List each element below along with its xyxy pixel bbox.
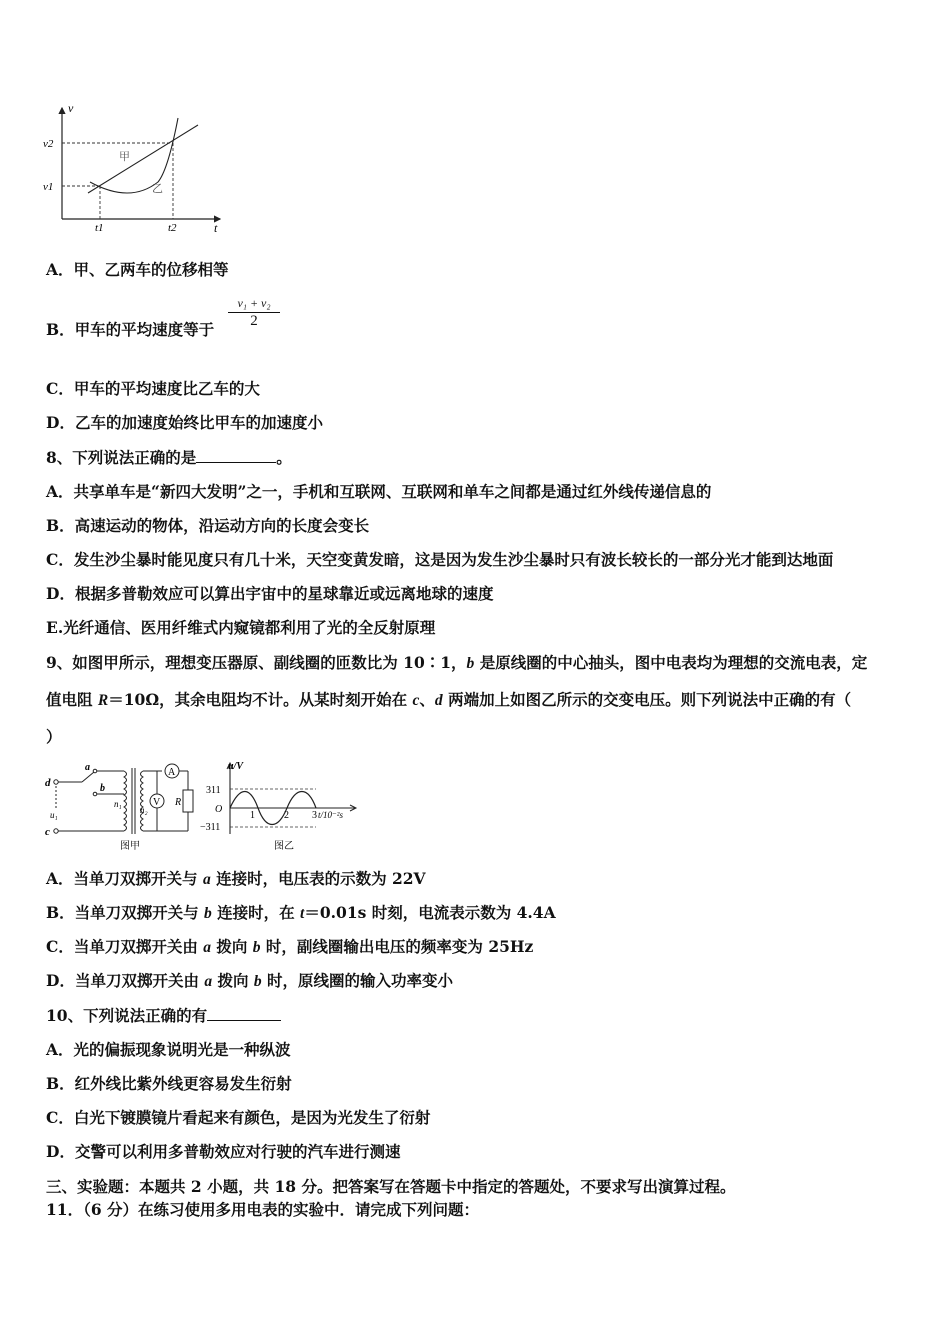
q7-option-a: A．甲、乙两车的位移相等 bbox=[46, 260, 229, 279]
q9-var: a bbox=[203, 939, 211, 956]
q9-text: C．当单刀双掷开关由 bbox=[46, 937, 204, 956]
wave-trough-label: −311 bbox=[200, 822, 221, 833]
circuit-label-ammeter: A bbox=[168, 767, 176, 778]
q9-text: 拨向 bbox=[212, 971, 254, 990]
q9-var-b: b bbox=[466, 655, 475, 672]
v2-label: v2 bbox=[43, 138, 54, 150]
q8-option-a: A．共享单车是“新四大发明”之一，手机和互联网、互联网和单车之间都是通过红外线传递信息的 bbox=[46, 482, 712, 501]
circuit-caption: 图甲 bbox=[120, 841, 140, 852]
q9-var-c: c bbox=[412, 692, 420, 709]
q9-text: D．当单刀双掷开关由 bbox=[46, 971, 205, 990]
q9-text: 时，原线圈的输入功率变小 bbox=[261, 971, 454, 990]
t2-label: t2 bbox=[168, 222, 177, 234]
wave-origin-label: O bbox=[215, 804, 223, 815]
q9-var: a bbox=[202, 871, 211, 888]
circuit-label-b: b bbox=[100, 783, 105, 794]
q9-var: b bbox=[253, 973, 262, 990]
circuit-label-n2: n₂ bbox=[140, 805, 148, 815]
circuit-label-r: R bbox=[175, 797, 182, 808]
fraction-numerator: v₁ + v₂ bbox=[228, 296, 280, 313]
wave-tick-2: 2 bbox=[284, 810, 289, 821]
q8-stem bbox=[46, 448, 292, 468]
q8-stem-end: 。 bbox=[276, 448, 292, 467]
waveform-figure bbox=[198, 760, 363, 852]
wave-axis-u-label: u/V bbox=[228, 761, 244, 772]
q9-option-b bbox=[46, 903, 556, 924]
q9-var: t bbox=[300, 905, 305, 922]
t1-label: t1 bbox=[95, 222, 104, 234]
q9-text: 值电阻 bbox=[46, 690, 98, 709]
q9-stem-line1 bbox=[46, 653, 867, 674]
q9-text: A．当单刀双掷开关与 bbox=[46, 869, 203, 888]
q9-stem-line2 bbox=[46, 690, 851, 711]
q11-stem: 11．（6 分）在练习使用多用电表的实验中．请完成下列问题： bbox=[46, 1200, 480, 1219]
circuit-label-d: d bbox=[45, 777, 51, 789]
circuit-label-a: a bbox=[85, 762, 90, 773]
q9-text: 拨向 bbox=[210, 937, 253, 956]
q8-stem-text: 8、下列说法正确的是 bbox=[46, 448, 197, 467]
q10-option-a: A．光的偏振现象说明光是一种纵波 bbox=[46, 1040, 291, 1059]
q9-var-r: R bbox=[97, 692, 109, 709]
yi-curve bbox=[90, 118, 178, 193]
q8-option-e: E.光纤通信、医用纤维式内窥镜都利用了光的全反射原理 bbox=[46, 618, 436, 637]
q10-option-b: B．红外线比紫外线更容易发生衍射 bbox=[46, 1074, 292, 1093]
q10-stem bbox=[46, 1006, 281, 1026]
v1-label: v1 bbox=[43, 181, 54, 193]
q9-text: 连接时，电压表的示数为 22V bbox=[210, 869, 426, 888]
jia-label: 甲 bbox=[119, 151, 130, 163]
q9-var: a bbox=[204, 973, 213, 990]
circuit-label-u1: u₁ bbox=[50, 810, 58, 820]
yi-label: 乙 bbox=[152, 183, 163, 195]
q10-option-d: D．交警可以利用多普勒效应对行驶的汽车进行测速 bbox=[46, 1142, 401, 1161]
q10-stem-text: 10、下列说法正确的有 bbox=[46, 1006, 208, 1025]
q9-var-d: d bbox=[434, 692, 443, 709]
q9-text: 、 bbox=[419, 690, 435, 709]
q9-var: b bbox=[204, 905, 212, 922]
q9-stem-line3: ） bbox=[46, 727, 62, 746]
section-3-heading: 三、实验题：本题共 2 小题，共 18 分。把答案写在答题卡中指定的答题处，不要求写出演算过程。 bbox=[46, 1177, 736, 1196]
q9-text: 时，副线圈输出电压的频率变为 25Hz bbox=[260, 937, 534, 956]
q8-answer-blank bbox=[196, 448, 276, 463]
wave-caption: 图乙 bbox=[274, 841, 294, 852]
q9-text: 9、如图甲所示，理想变压器原、副线圈的匝数比为 10∶1， bbox=[46, 653, 467, 672]
q7-option-b-fraction bbox=[228, 296, 280, 330]
q9-text: ＝0.01s 时刻，电流表示数为 4.4A bbox=[304, 903, 556, 922]
q9-option-c bbox=[46, 937, 533, 958]
t-axis-label: t bbox=[214, 221, 218, 235]
wave-axis-t-label: t/10⁻²s bbox=[318, 810, 343, 820]
q9-text: 连接时，在 bbox=[211, 903, 301, 922]
wave-peak-label: 311 bbox=[206, 785, 221, 796]
q7-option-c: C．甲车的平均速度比乙车的大 bbox=[46, 379, 260, 398]
wave-tick-3: 3 bbox=[312, 810, 317, 821]
q10-answer-blank bbox=[207, 1006, 281, 1021]
q10-option-c: C．白光下镀膜镜片看起来有颜色，是因为光发生了衍射 bbox=[46, 1108, 431, 1127]
q8-option-b: B．高速运动的物体，沿运动方向的长度会变长 bbox=[46, 516, 370, 535]
q7-option-d: D．乙车的加速度始终比甲车的加速度小 bbox=[46, 413, 323, 432]
q9-text: ＝10Ω，其余电阻均不计。从某时刻开始在 bbox=[108, 690, 413, 709]
circuit-label-n1: n₁ bbox=[114, 799, 122, 809]
circuit-label-voltmeter: V bbox=[153, 797, 161, 808]
circuit-figure bbox=[42, 760, 202, 852]
q7-option-b: B．甲车的平均速度等于 bbox=[46, 320, 215, 339]
v-axis-label: v bbox=[68, 101, 74, 115]
circuit-label-c: c bbox=[45, 826, 50, 838]
jia-line bbox=[88, 125, 198, 193]
q8-option-c: C．发生沙尘暴时能见度只有几十米，天空变黄发暗，这是因为发生沙尘暴时只有波长较长的一部分光才能到达地面 bbox=[46, 550, 834, 569]
q9-text: 是原线圈的中心抽头，图中电表均为理想的交流电表，定 bbox=[474, 653, 868, 672]
q9-text: 两端加上如图乙所示的交变电压。则下列说法中正确的有（ bbox=[442, 690, 852, 709]
q9-option-d bbox=[46, 971, 453, 992]
fraction-denominator: 2 bbox=[250, 313, 258, 329]
q9-var: b bbox=[252, 939, 261, 956]
q9-option-a bbox=[46, 869, 426, 890]
q8-option-d: D．根据多普勒效应可以算出宇宙中的星球靠近或远离地球的速度 bbox=[46, 584, 494, 603]
wave-tick-1: 1 bbox=[250, 810, 255, 821]
vt-graph-figure bbox=[40, 100, 230, 235]
q9-text: B．当单刀双掷开关与 bbox=[46, 903, 204, 922]
